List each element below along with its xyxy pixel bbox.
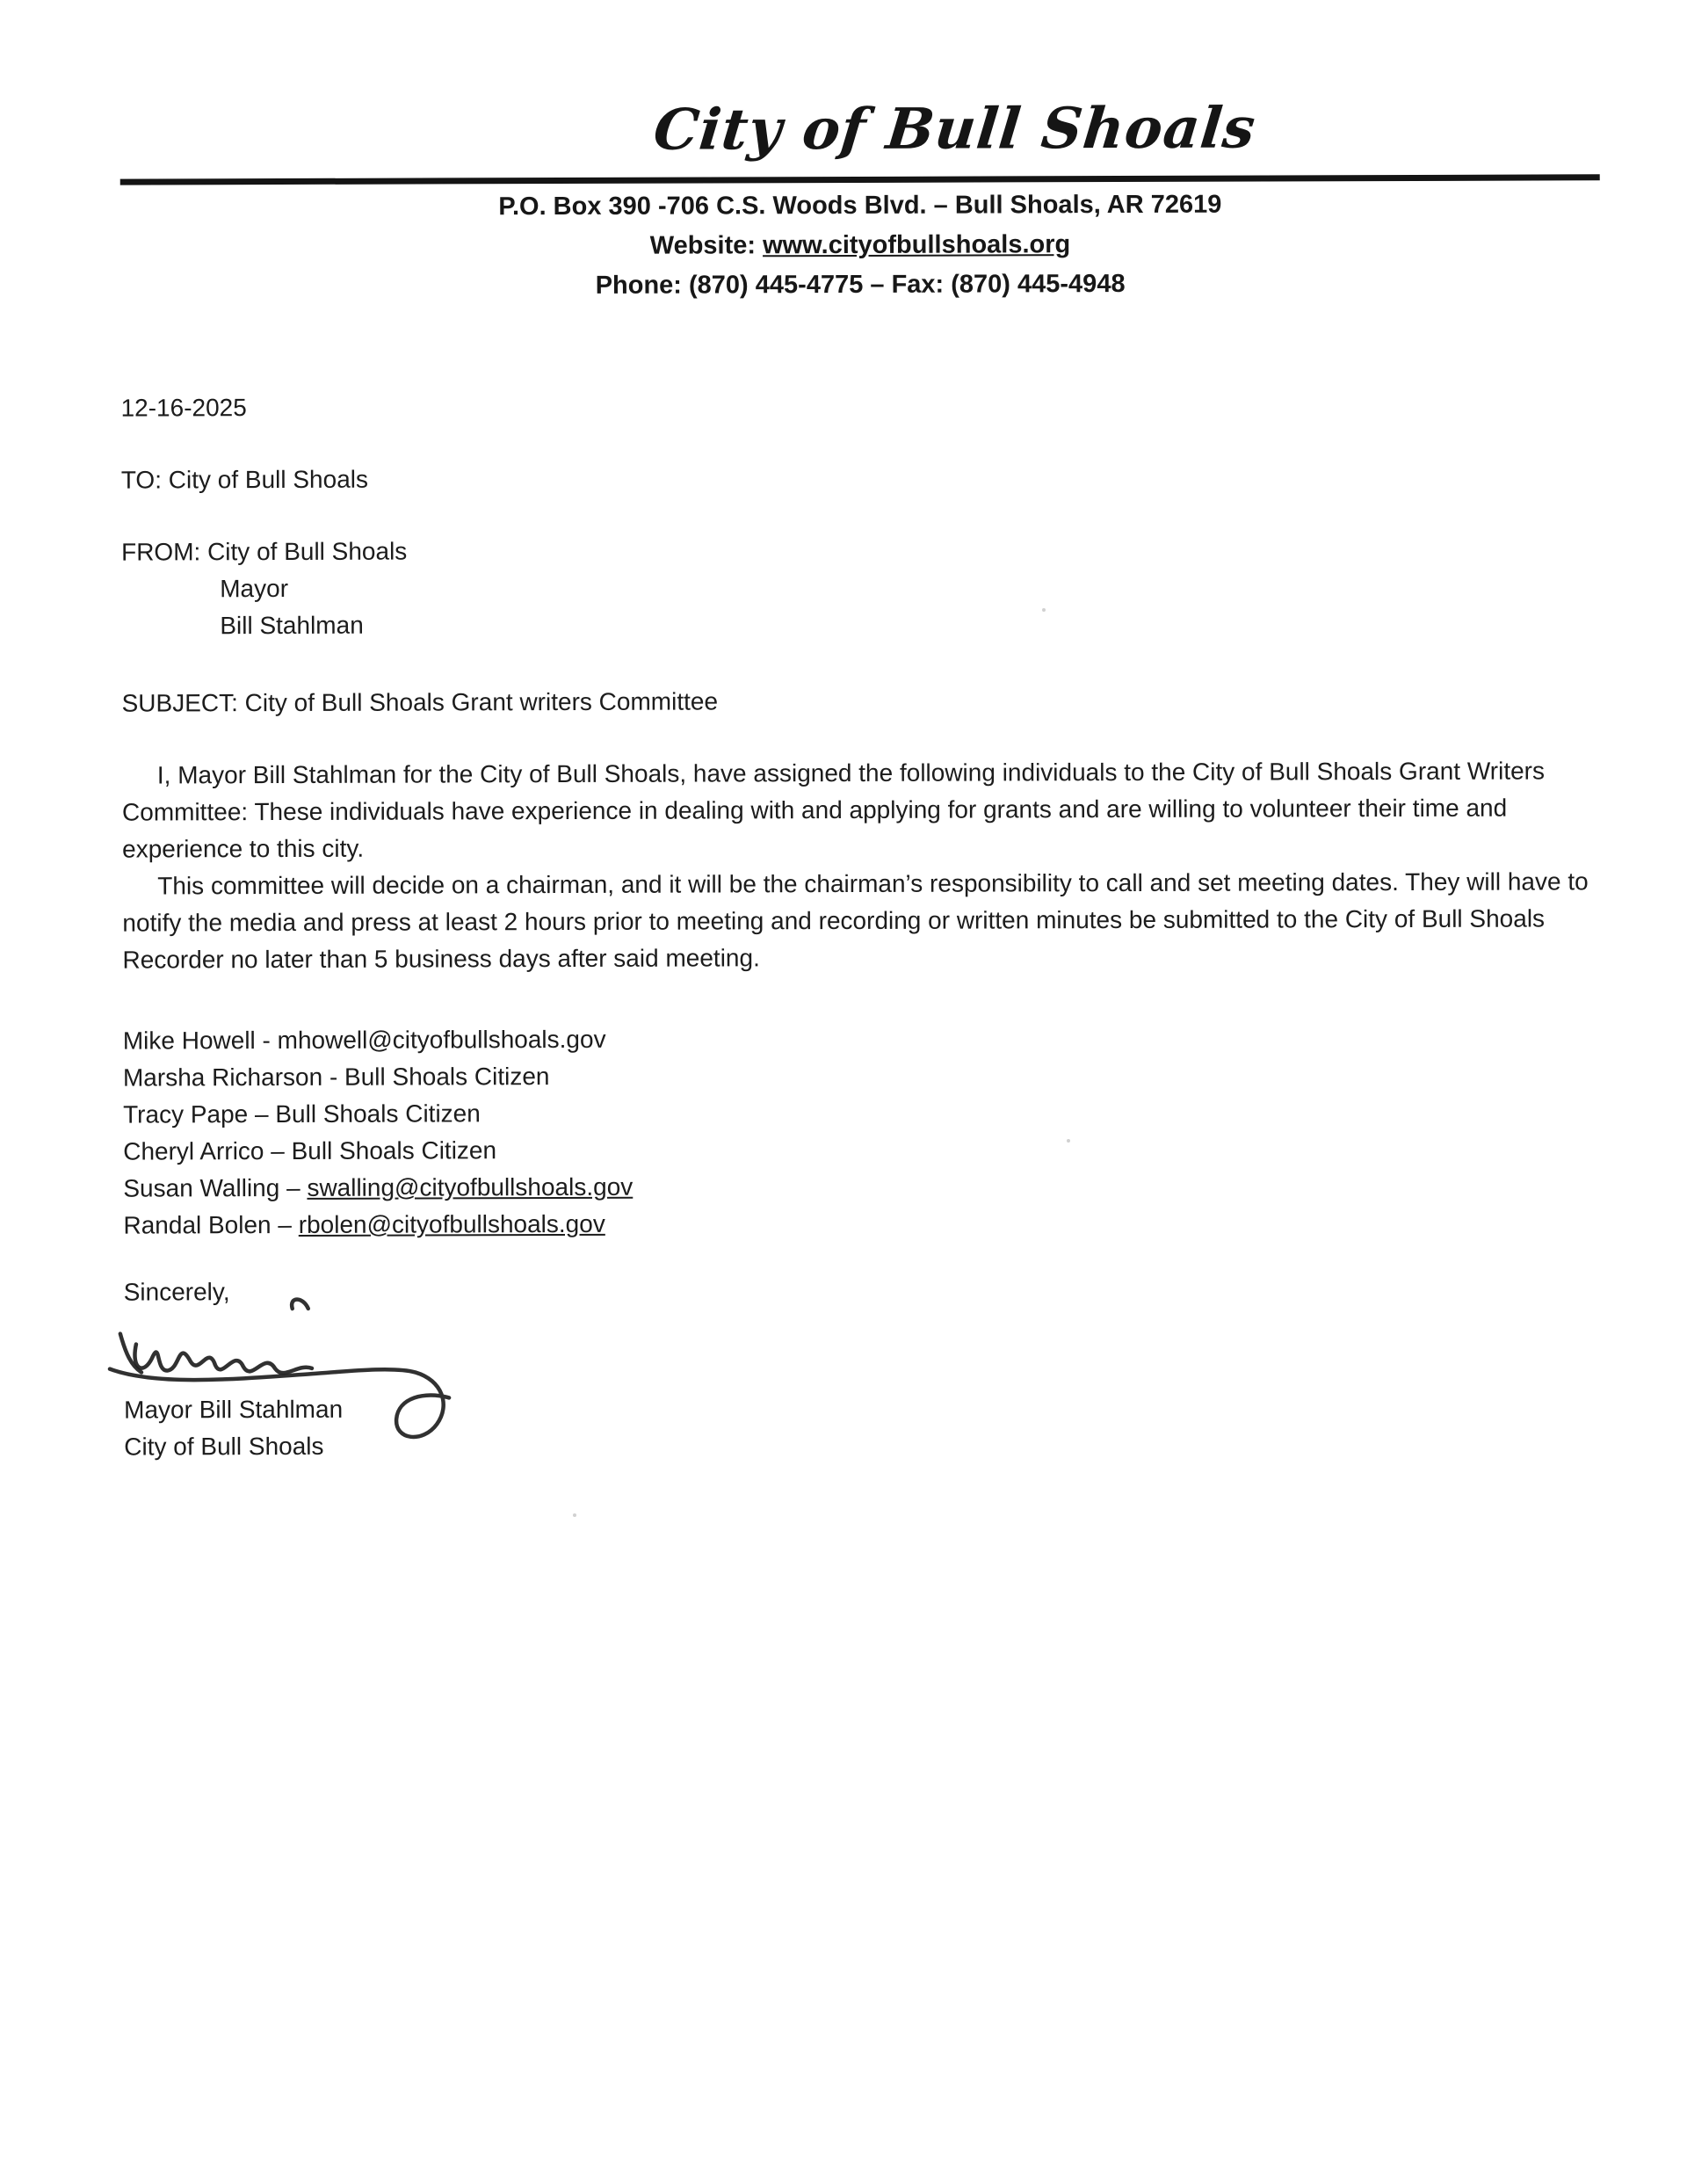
scan-speck (1067, 1139, 1070, 1143)
body-paragraph-1: I, Mayor Bill Stahlman for the City of Bull Shoals, have assigned the following individuals to the City of Bull Shoals Grant Writers Committee: These individuals have experience in dealing with and applying for grants and are willing to volunteer their time and experience to this city. (121, 757, 1546, 863)
member-text: Susan Walling – (123, 1173, 308, 1202)
closing-block (124, 1269, 1583, 1465)
website-link[interactable]: www.cityofbullshoals.org (762, 230, 1071, 260)
closing-line: Sincerely, (123, 1278, 230, 1306)
committee-member (123, 1202, 1582, 1244)
committee-member (123, 1165, 1582, 1207)
member-text: Marsha Richarson - Bull Shoals Citizen (122, 1063, 550, 1092)
signer-org: City of Bull Shoals (124, 1432, 324, 1461)
letterhead-title: City of Bull Shoals (650, 95, 1259, 163)
member-text: Mike Howell - mhowell@cityofbullshoals.gov (122, 1025, 606, 1055)
body-paragraphs (122, 752, 1592, 978)
letterhead-block (17, 184, 1687, 308)
body-paragraph-2: This committee will decide on a chairman, and it will be the chairman’s responsibility to call and set meeting dates. They will have to notify the media and press at least 2 hours prior to meeting and recording or written minutes be submitted to the City of Bull Shoals Recorder no later than 5 business days after said meeting. (122, 867, 1589, 974)
member-text: Tracy Pape – Bull Shoals Citizen (123, 1099, 481, 1128)
member-text: Cheryl Arrico – Bull Shoals Citizen (123, 1136, 497, 1165)
letter-body (0, 385, 1687, 1466)
committee-member-list (123, 1018, 1582, 1244)
scan-speck (573, 1513, 576, 1517)
letterhead-address: P.O. Box 390 -706 C.S. Woods Blvd. – Bull Shoals, AR 72619 (498, 190, 1222, 221)
letterhead-divider (120, 174, 1600, 185)
signer-name: Mayor Bill Stahlman (124, 1395, 344, 1424)
member-email-link[interactable]: swalling@cityofbullshoals.gov (307, 1172, 634, 1201)
member-text: Randal Bolen – (123, 1210, 299, 1239)
subject-line: SUBJECT: City of Bull Shoals Grant writers Committee (121, 687, 719, 717)
from-line: FROM: City of Bull Shoals (121, 537, 408, 566)
website-label: Website: (649, 231, 757, 260)
letterhead-website-line (17, 223, 1687, 268)
scan-speck (1042, 608, 1046, 612)
date-line: 12-16-2025 (120, 394, 247, 422)
from-block (121, 529, 1580, 644)
committee-member (123, 1018, 1582, 1059)
committee-member (123, 1092, 1582, 1133)
member-email-link[interactable]: rbolen@cityofbullshoals.gov (298, 1209, 605, 1238)
committee-member (123, 1128, 1582, 1170)
from-title: Mayor (220, 574, 289, 603)
letterhead-phone-line: Phone: (870) 445-4775 – Fax: (870) 445-4948 (595, 269, 1126, 300)
to-line: TO: City of Bull Shoals (120, 465, 369, 494)
from-name: Bill Stahlman (220, 611, 364, 640)
committee-member (123, 1055, 1582, 1096)
